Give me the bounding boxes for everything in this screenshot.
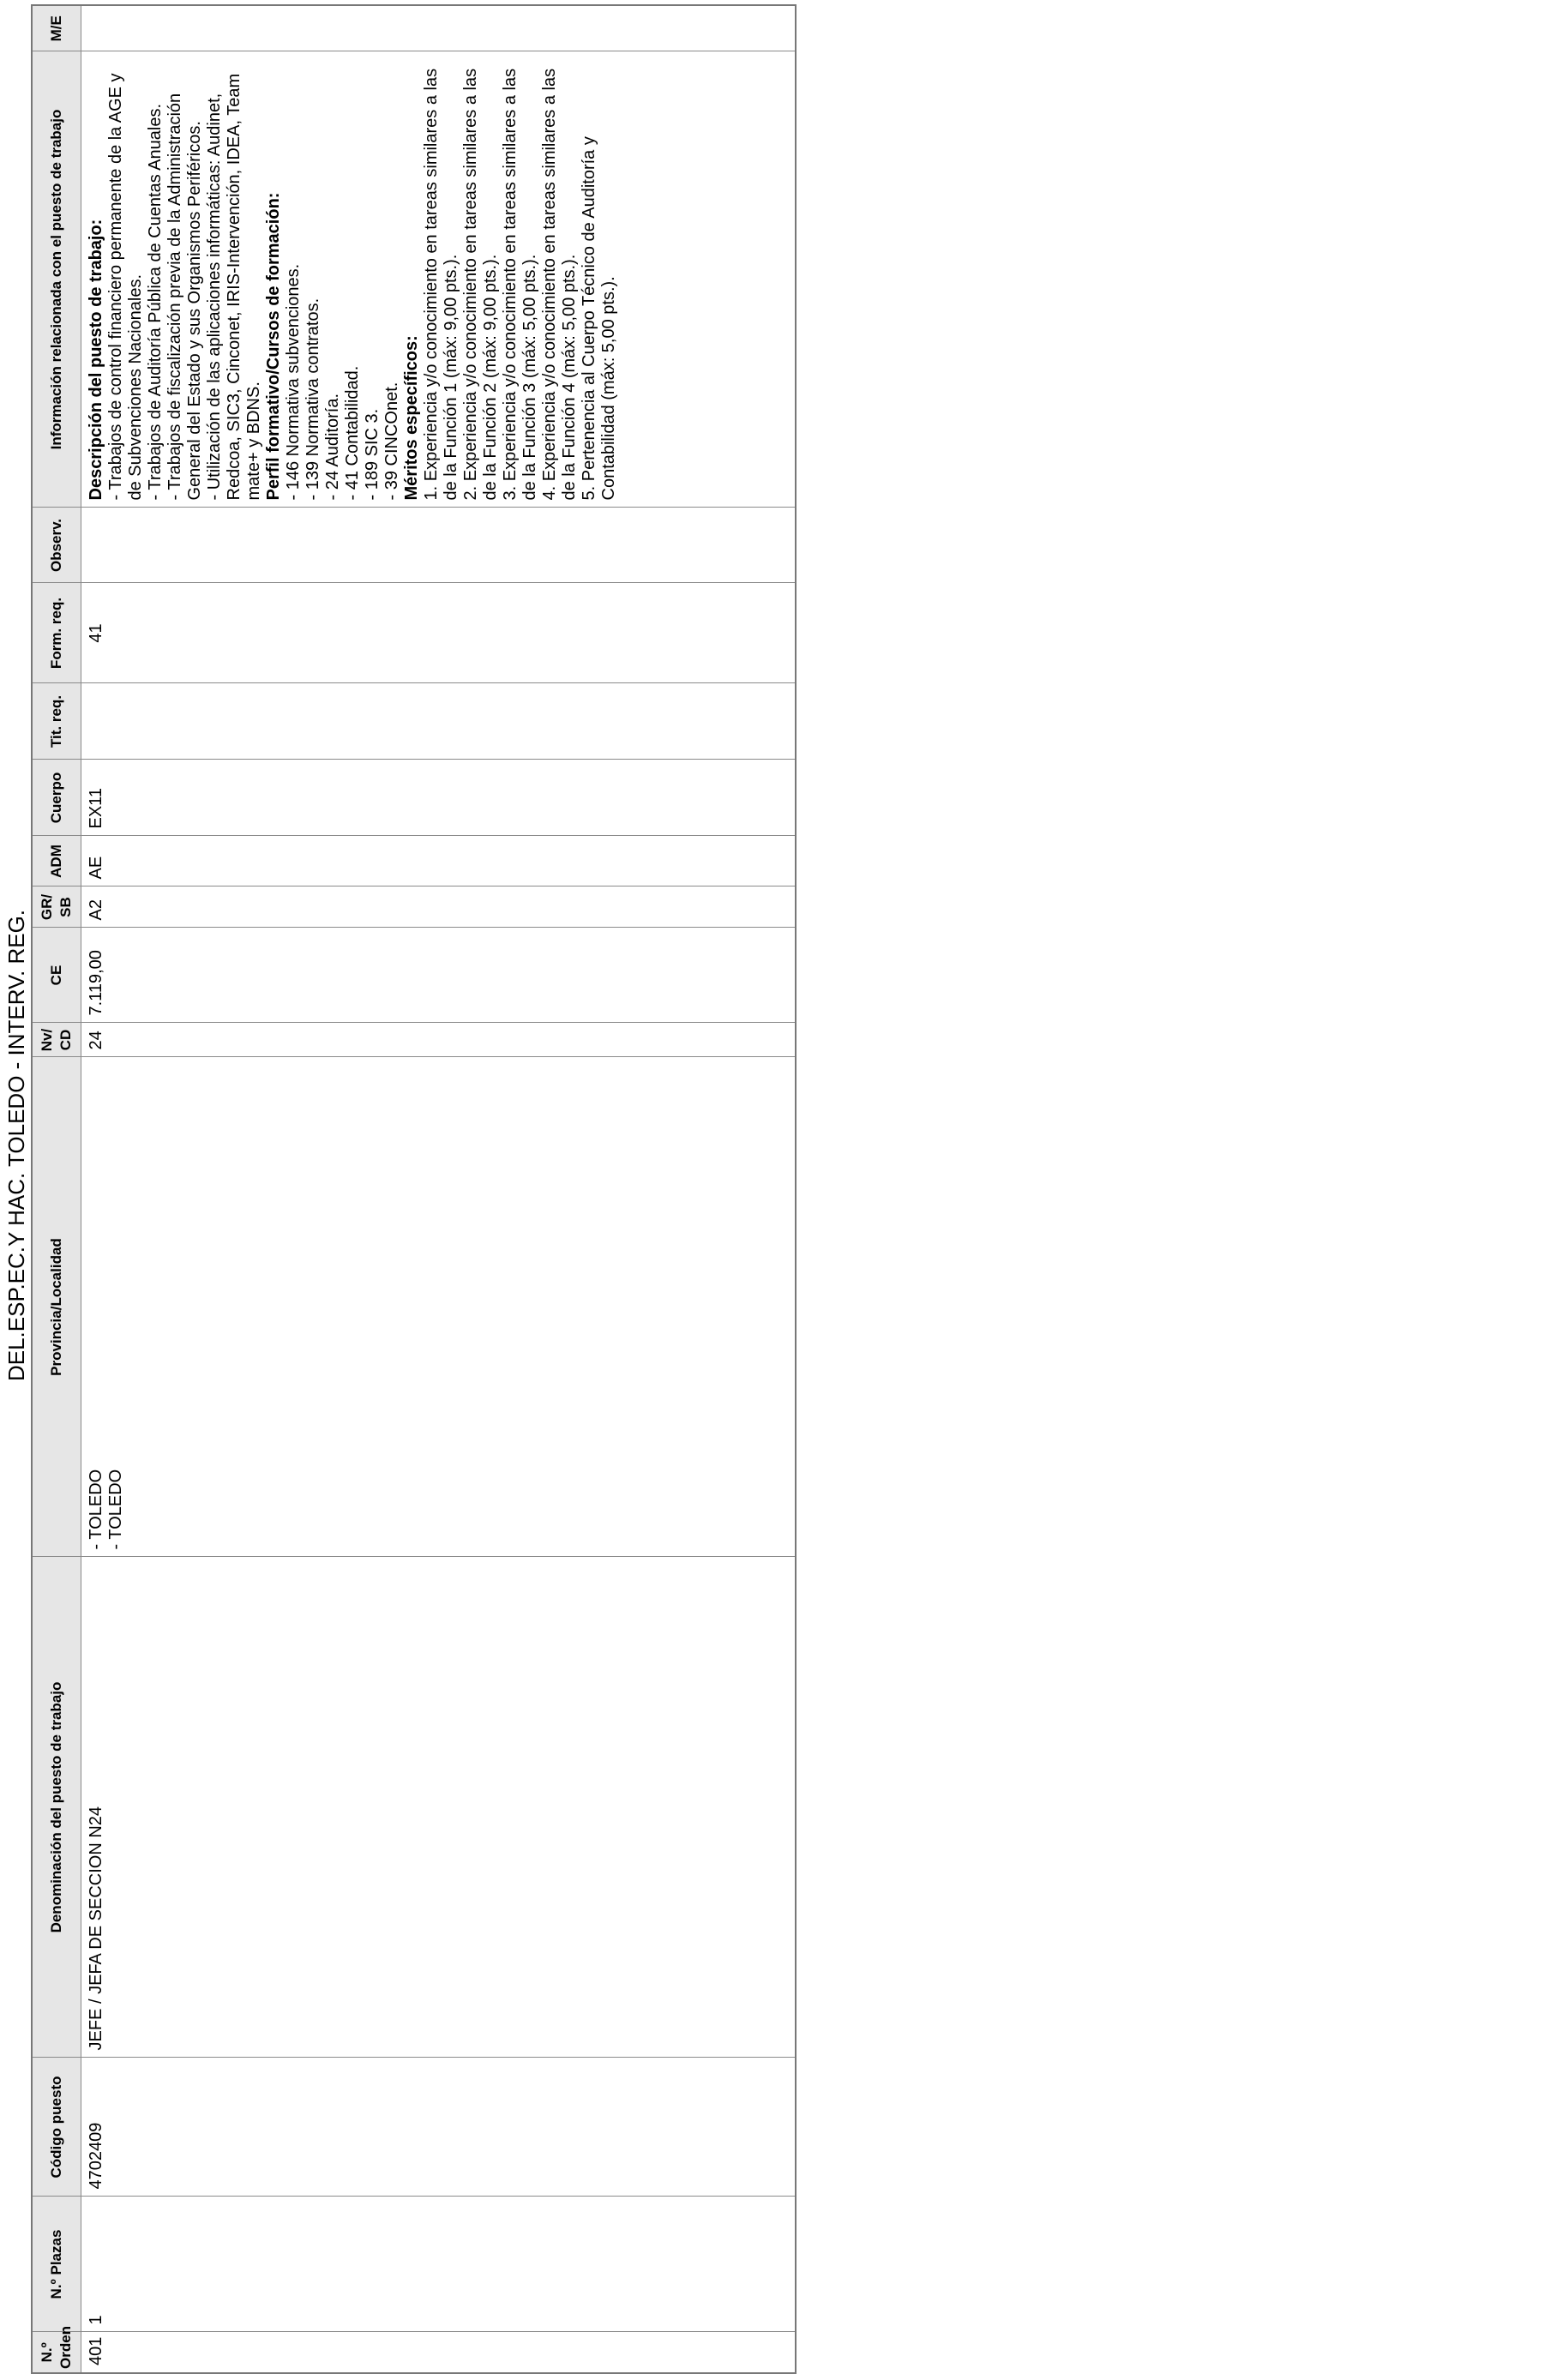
header-nivel	[32, 1023, 81, 1057]
header-orden: N.º Orden	[32, 2332, 81, 2373]
header-cuerpo: Cuerpo	[32, 760, 81, 836]
info-line: 5. Pertenencia al Cuerpo Técnico de Auditoría y Contabilidad (máx: 5,00 pts.).	[580, 136, 618, 501]
info-line: Perfil formativo/Cursos de formación:	[264, 192, 283, 501]
cell-formacion: 41	[81, 583, 797, 683]
info-line: - Trabajos de Auditoría Pública de Cuentas Anuales.	[146, 103, 165, 501]
info-line: 3. Experiencia y/o conocimiento en tareas similares a las de la Función 3 (máx: 5,00 pts.).	[501, 68, 539, 501]
header-nivel-line2: CD	[57, 1029, 74, 1051]
cell-informacion	[81, 51, 797, 508]
info-line: - 41 Contabilidad.	[343, 365, 362, 501]
cell-provincia	[81, 1057, 797, 1557]
info-line: - 189 SIC 3.	[363, 408, 382, 501]
header-observ: Observ.	[32, 508, 81, 583]
info-line: - 24 Auditoría.	[323, 393, 342, 501]
header-ce: CE	[32, 928, 81, 1023]
cell-titulacion	[81, 683, 797, 760]
cell-grupo: A2	[81, 886, 797, 928]
header-titulacion: Tit. req.	[32, 683, 81, 760]
header-denominacion: Denominación del puesto de trabajo	[32, 1557, 81, 2058]
info-line: - 39 CINCOnet.	[382, 382, 401, 501]
positions-table	[31, 4, 797, 2374]
cell-denominacion: JEFE / JEFA DE SECCION N24	[81, 1557, 797, 2058]
info-line: - 139 Normativa contratos.	[304, 298, 322, 501]
header-me: M/E	[32, 5, 81, 51]
header-grupo-line2: SB	[57, 897, 74, 917]
header-grupo-line1: GR/	[39, 893, 55, 921]
info-line: - Utilización de las aplicaciones informáticas: Audinet, Redcoa, SIC3, Cinconet, IRIS-Intervención, IDEA, Team mate+ y BDNS.	[205, 73, 263, 501]
header-provincia: Provincia/Localidad	[32, 1057, 81, 1557]
info-line: 4. Experiencia y/o conocimiento en tareas similares a las de la Función 4 (máx: 5,00 pts.).	[540, 68, 579, 501]
info-line: 2. Experiencia y/o conocimiento en tareas similares a las de la Función 2 (máx: 9,00 pts.).	[461, 68, 500, 501]
cell-observ	[81, 508, 797, 583]
cell-cuerpo: EX11	[81, 760, 797, 836]
cell-adm: AE	[81, 836, 797, 886]
header-row	[32, 5, 81, 2373]
cell-me	[81, 5, 797, 51]
table-row	[81, 5, 797, 2373]
unit-title: DEL.ESP.EC.Y HAC. TOLEDO - INTERV. REG.	[3, 909, 29, 1382]
info-line: Méritos específicos:	[402, 335, 421, 501]
cell-nivel: 24	[81, 1023, 797, 1057]
localidad-line: - TOLEDO	[106, 1469, 125, 1550]
info-line: Descripción del puesto de trabajo:	[87, 219, 105, 501]
info-line: - Trabajos de fiscalización previa de la Administración General del Estado y sus Organismos Periféricos.	[165, 93, 204, 501]
info-line: - Trabajos de control financiero permanente de la AGE y de Subvenciones Nacionales.	[106, 73, 145, 501]
header-codigo: Código puesto	[32, 2058, 81, 2197]
header-formacion: Form. req.	[32, 583, 81, 683]
cell-plazas: 1	[81, 2197, 797, 2332]
header-plazas: N.º Plazas	[32, 2197, 81, 2332]
header-informacion: Información relacionada con el puesto de trabajo	[32, 51, 81, 508]
cell-codigo: 4702409	[81, 2058, 797, 2197]
cell-orden: 401	[81, 2332, 797, 2373]
info-line: - 146 Normativa subvenciones.	[284, 263, 303, 501]
provincia-line: - TOLEDO	[87, 1469, 105, 1550]
info-line: 1. Experiencia y/o conocimiento en tareas similares a las de la Función 1 (máx: 9,00 pts.).	[422, 68, 460, 501]
header-adm: ADM	[32, 836, 81, 886]
header-nivel-line1: Nv/	[39, 1028, 55, 1052]
cell-ce: 7.119,00	[81, 928, 797, 1023]
header-grupo	[32, 886, 81, 928]
